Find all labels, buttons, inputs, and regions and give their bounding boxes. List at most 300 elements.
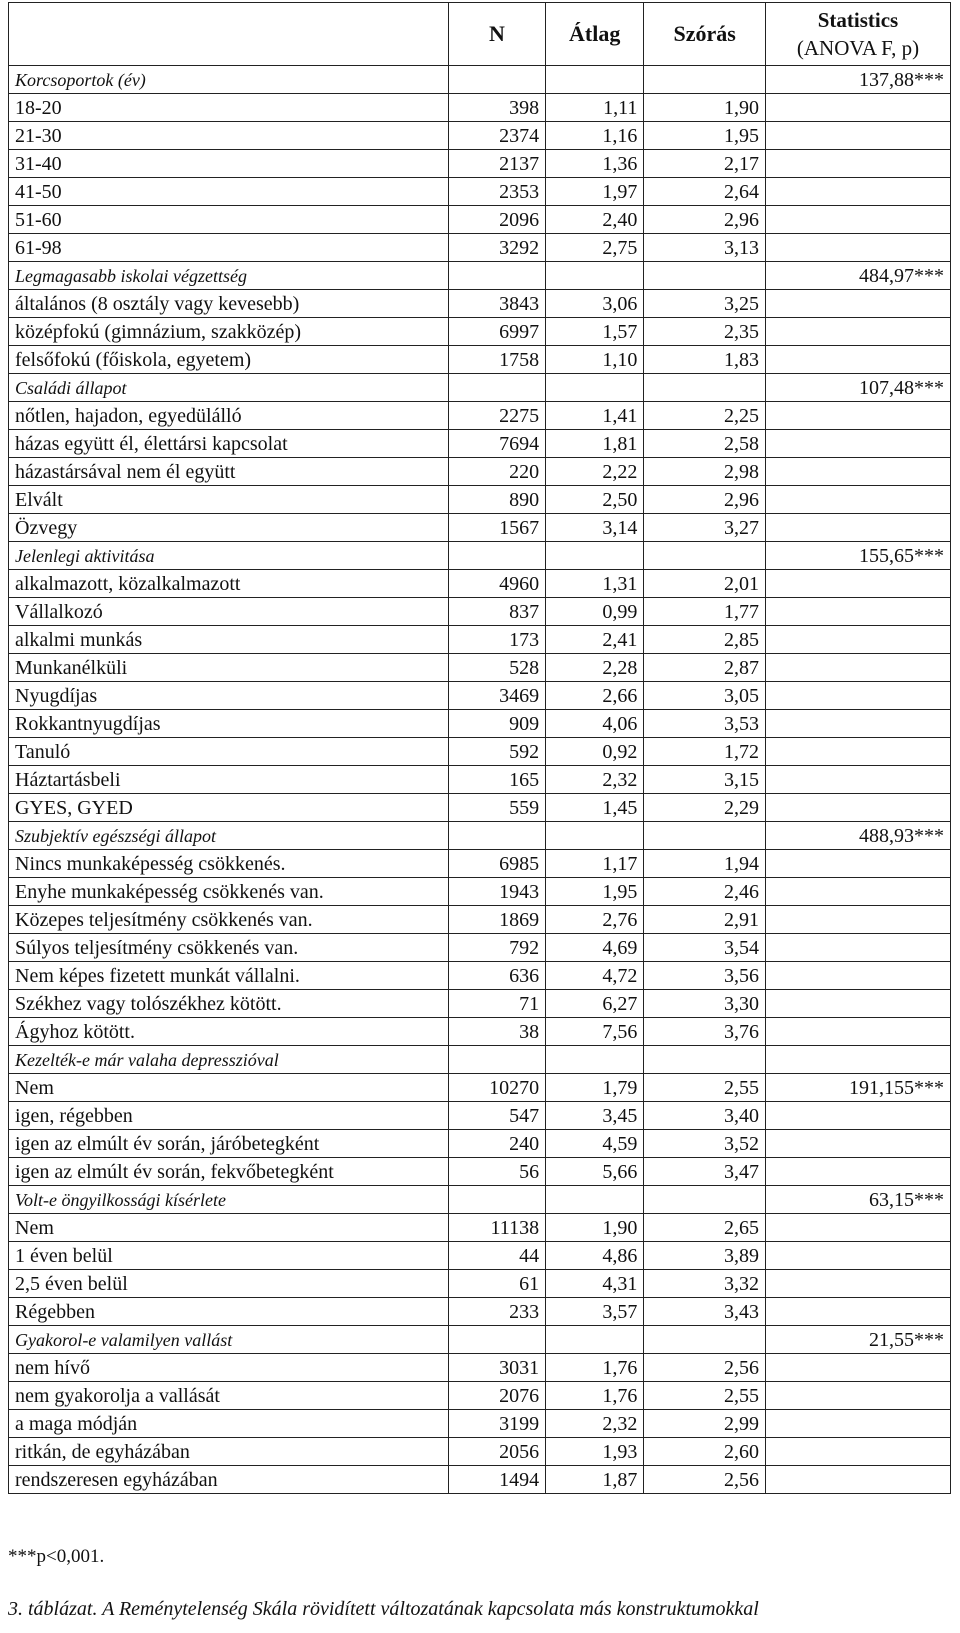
n-cell: 636 bbox=[448, 962, 545, 990]
sd-cell: 3,30 bbox=[644, 990, 766, 1018]
n-cell: 2056 bbox=[448, 1438, 545, 1466]
row-label: 2,5 éven belül bbox=[9, 1270, 449, 1298]
statistic-cell: 137,88*** bbox=[765, 66, 950, 94]
mean-cell: 1,87 bbox=[546, 1466, 644, 1494]
row-label: alkalmazott, közalkalmazott bbox=[9, 570, 449, 598]
n-cell bbox=[448, 542, 545, 570]
n-cell: 3843 bbox=[448, 290, 545, 318]
row-label: Közepes teljesítmény csökkenés van. bbox=[9, 906, 449, 934]
n-cell: 2275 bbox=[448, 402, 545, 430]
sd-cell: 1,72 bbox=[644, 738, 766, 766]
row-label: 1 éven belül bbox=[9, 1242, 449, 1270]
row-label: Nem bbox=[9, 1214, 449, 1242]
statistic-cell bbox=[765, 402, 950, 430]
table-row bbox=[9, 150, 951, 178]
sd-cell: 2,85 bbox=[644, 626, 766, 654]
table-row bbox=[9, 794, 951, 822]
statistic-cell bbox=[765, 1270, 950, 1298]
group-header-row bbox=[9, 262, 951, 290]
mean-cell bbox=[546, 66, 644, 94]
table-row bbox=[9, 318, 951, 346]
n-cell: 890 bbox=[448, 486, 545, 514]
header-statistics-title: Statistics bbox=[817, 8, 899, 32]
group-label: Gyakorol-e valamilyen vallást bbox=[9, 1326, 449, 1354]
group-header-row bbox=[9, 542, 951, 570]
sd-cell: 2,96 bbox=[644, 206, 766, 234]
table-row bbox=[9, 990, 951, 1018]
table-row bbox=[9, 1298, 951, 1326]
n-cell: 2374 bbox=[448, 122, 545, 150]
header-mean: Átlag bbox=[546, 3, 644, 66]
table-row bbox=[9, 1242, 951, 1270]
table-row bbox=[9, 766, 951, 794]
sd-cell: 2,29 bbox=[644, 794, 766, 822]
table-row bbox=[9, 738, 951, 766]
row-label: GYES, GYED bbox=[9, 794, 449, 822]
statistic-cell bbox=[765, 906, 950, 934]
table-row bbox=[9, 598, 951, 626]
statistic-cell bbox=[765, 850, 950, 878]
mean-cell: 2,28 bbox=[546, 654, 644, 682]
mean-cell: 4,86 bbox=[546, 1242, 644, 1270]
mean-cell: 1,11 bbox=[546, 94, 644, 122]
n-cell: 6985 bbox=[448, 850, 545, 878]
n-cell: 71 bbox=[448, 990, 545, 1018]
statistic-cell: 155,65*** bbox=[765, 542, 950, 570]
sd-cell: 2,96 bbox=[644, 486, 766, 514]
row-label: középfokú (gimnázium, szakközép) bbox=[9, 318, 449, 346]
row-label: Háztartásbeli bbox=[9, 766, 449, 794]
n-cell: 233 bbox=[448, 1298, 545, 1326]
group-label: Szubjektív egészségi állapot bbox=[9, 822, 449, 850]
table-row bbox=[9, 626, 951, 654]
n-cell: 44 bbox=[448, 1242, 545, 1270]
n-cell: 792 bbox=[448, 934, 545, 962]
statistic-cell bbox=[765, 486, 950, 514]
row-label: ritkán, de egyházában bbox=[9, 1438, 449, 1466]
n-cell: 3292 bbox=[448, 234, 545, 262]
row-label: felsőfokú (főiskola, egyetem) bbox=[9, 346, 449, 374]
sd-cell: 2,35 bbox=[644, 318, 766, 346]
sd-cell: 2,25 bbox=[644, 402, 766, 430]
n-cell: 61 bbox=[448, 1270, 545, 1298]
mean-cell: 1,90 bbox=[546, 1214, 644, 1242]
n-cell: 528 bbox=[448, 654, 545, 682]
mean-cell: 1,41 bbox=[546, 402, 644, 430]
group-label: Korcsoportok (év) bbox=[9, 66, 449, 94]
table-row bbox=[9, 486, 951, 514]
mean-cell: 2,76 bbox=[546, 906, 644, 934]
n-cell: 1494 bbox=[448, 1466, 545, 1494]
table-row bbox=[9, 1074, 951, 1102]
n-cell bbox=[448, 66, 545, 94]
n-cell: 3199 bbox=[448, 1410, 545, 1438]
n-cell bbox=[448, 1326, 545, 1354]
sd-cell: 2,01 bbox=[644, 570, 766, 598]
sd-cell: 1,94 bbox=[644, 850, 766, 878]
n-cell: 165 bbox=[448, 766, 545, 794]
mean-cell: 2,41 bbox=[546, 626, 644, 654]
statistic-cell: 191,155*** bbox=[765, 1074, 950, 1102]
statistic-cell bbox=[765, 206, 950, 234]
table-row bbox=[9, 906, 951, 934]
table-row bbox=[9, 1270, 951, 1298]
sd-cell: 3,56 bbox=[644, 962, 766, 990]
sd-cell bbox=[644, 542, 766, 570]
n-cell: 38 bbox=[448, 1018, 545, 1046]
table-row bbox=[9, 654, 951, 682]
row-label: 51-60 bbox=[9, 206, 449, 234]
statistic-cell bbox=[765, 766, 950, 794]
mean-cell bbox=[546, 1046, 644, 1074]
n-cell bbox=[448, 1046, 545, 1074]
statistic-cell bbox=[765, 346, 950, 374]
statistic-cell: 107,48*** bbox=[765, 374, 950, 402]
n-cell bbox=[448, 374, 545, 402]
row-label: Özvegy bbox=[9, 514, 449, 542]
row-label: nem gyakorolja a vallását bbox=[9, 1382, 449, 1410]
table-body bbox=[9, 66, 951, 1494]
sd-cell: 2,56 bbox=[644, 1354, 766, 1382]
row-label: nőtlen, hajadon, egyedülálló bbox=[9, 402, 449, 430]
statistic-cell bbox=[765, 1438, 950, 1466]
sd-cell: 2,91 bbox=[644, 906, 766, 934]
mean-cell bbox=[546, 1186, 644, 1214]
sd-cell: 2,87 bbox=[644, 654, 766, 682]
table-header-row bbox=[9, 3, 951, 66]
mean-cell: 1,95 bbox=[546, 878, 644, 906]
group-header-row bbox=[9, 822, 951, 850]
statistic-cell bbox=[765, 962, 950, 990]
sd-cell: 2,17 bbox=[644, 150, 766, 178]
mean-cell: 1,76 bbox=[546, 1354, 644, 1382]
sd-cell: 2,56 bbox=[644, 1466, 766, 1494]
mean-cell: 3,14 bbox=[546, 514, 644, 542]
table-row bbox=[9, 94, 951, 122]
n-cell: 10270 bbox=[448, 1074, 545, 1102]
n-cell: 3031 bbox=[448, 1354, 545, 1382]
sd-cell: 2,46 bbox=[644, 878, 766, 906]
sd-cell: 2,55 bbox=[644, 1074, 766, 1102]
sd-cell: 2,98 bbox=[644, 458, 766, 486]
mean-cell bbox=[546, 374, 644, 402]
sd-cell bbox=[644, 822, 766, 850]
sd-cell: 2,55 bbox=[644, 1382, 766, 1410]
row-label: nem hívő bbox=[9, 1354, 449, 1382]
n-cell: 1943 bbox=[448, 878, 545, 906]
table-row bbox=[9, 1018, 951, 1046]
mean-cell: 2,66 bbox=[546, 682, 644, 710]
table-row bbox=[9, 402, 951, 430]
n-cell bbox=[448, 1186, 545, 1214]
n-cell: 7694 bbox=[448, 430, 545, 458]
mean-cell: 1,81 bbox=[546, 430, 644, 458]
statistic-cell bbox=[765, 1158, 950, 1186]
n-cell: 3469 bbox=[448, 682, 545, 710]
n-cell bbox=[448, 822, 545, 850]
n-cell: 11138 bbox=[448, 1214, 545, 1242]
mean-cell: 3,45 bbox=[546, 1102, 644, 1130]
mean-cell: 1,45 bbox=[546, 794, 644, 822]
sd-cell: 3,32 bbox=[644, 1270, 766, 1298]
row-label: Nem képes fizetett munkát vállalni. bbox=[9, 962, 449, 990]
mean-cell: 2,75 bbox=[546, 234, 644, 262]
n-cell: 547 bbox=[448, 1102, 545, 1130]
group-header-row bbox=[9, 66, 951, 94]
n-cell: 837 bbox=[448, 598, 545, 626]
n-cell: 1869 bbox=[448, 906, 545, 934]
mean-cell: 4,06 bbox=[546, 710, 644, 738]
mean-cell: 4,69 bbox=[546, 934, 644, 962]
row-label: Régebben bbox=[9, 1298, 449, 1326]
row-label: Enyhe munkaképesség csökkenés van. bbox=[9, 878, 449, 906]
sd-cell: 3,13 bbox=[644, 234, 766, 262]
mean-cell bbox=[546, 542, 644, 570]
table-caption: 3. táblázat. A Reménytelenség Skála rövidített változatának kapcsolata más konstruktumokkal bbox=[8, 1598, 759, 1620]
table-row bbox=[9, 290, 951, 318]
row-label: alkalmi munkás bbox=[9, 626, 449, 654]
statistic-cell: 21,55*** bbox=[765, 1326, 950, 1354]
sd-cell: 2,99 bbox=[644, 1410, 766, 1438]
row-label: 61-98 bbox=[9, 234, 449, 262]
mean-cell: 3,57 bbox=[546, 1298, 644, 1326]
row-label: rendszeresen egyházában bbox=[9, 1466, 449, 1494]
row-label: Nyugdíjas bbox=[9, 682, 449, 710]
table-row bbox=[9, 570, 951, 598]
statistics-table bbox=[8, 2, 951, 1494]
statistic-cell bbox=[765, 1354, 950, 1382]
mean-cell: 1,16 bbox=[546, 122, 644, 150]
mean-cell: 1,31 bbox=[546, 570, 644, 598]
n-cell: 1758 bbox=[448, 346, 545, 374]
n-cell: 909 bbox=[448, 710, 545, 738]
table-row bbox=[9, 346, 951, 374]
table-row bbox=[9, 1214, 951, 1242]
table-row bbox=[9, 178, 951, 206]
group-label: Kezelték-e már valaha depresszióval bbox=[9, 1046, 449, 1074]
statistic-cell bbox=[765, 1214, 950, 1242]
n-cell: 2076 bbox=[448, 1382, 545, 1410]
statistic-cell bbox=[765, 318, 950, 346]
sd-cell bbox=[644, 262, 766, 290]
mean-cell: 2,50 bbox=[546, 486, 644, 514]
sd-cell: 3,53 bbox=[644, 710, 766, 738]
row-label: Nem bbox=[9, 1074, 449, 1102]
statistic-cell bbox=[765, 990, 950, 1018]
group-header-row bbox=[9, 1046, 951, 1074]
table-row bbox=[9, 514, 951, 542]
row-label: házastársával nem él együtt bbox=[9, 458, 449, 486]
row-label: házas együtt él, élettársi kapcsolat bbox=[9, 430, 449, 458]
sd-cell: 3,40 bbox=[644, 1102, 766, 1130]
mean-cell: 3,06 bbox=[546, 290, 644, 318]
header-statistics-subtitle: (ANOVA F, p) bbox=[796, 36, 920, 60]
statistic-cell bbox=[765, 682, 950, 710]
sd-cell: 3,76 bbox=[644, 1018, 766, 1046]
statistic-cell bbox=[765, 122, 950, 150]
row-label: a maga módján bbox=[9, 1410, 449, 1438]
mean-cell: 1,36 bbox=[546, 150, 644, 178]
sd-cell: 1,83 bbox=[644, 346, 766, 374]
row-label: 18-20 bbox=[9, 94, 449, 122]
mean-cell: 0,92 bbox=[546, 738, 644, 766]
mean-cell bbox=[546, 822, 644, 850]
mean-cell bbox=[546, 262, 644, 290]
statistic-cell bbox=[765, 178, 950, 206]
sd-cell: 3,47 bbox=[644, 1158, 766, 1186]
sd-cell: 1,77 bbox=[644, 598, 766, 626]
sd-cell: 3,05 bbox=[644, 682, 766, 710]
group-label: Legmagasabb iskolai végzettség bbox=[9, 262, 449, 290]
group-header-row bbox=[9, 1326, 951, 1354]
sd-cell: 2,64 bbox=[644, 178, 766, 206]
group-header-row bbox=[9, 374, 951, 402]
sd-cell: 3,54 bbox=[644, 934, 766, 962]
statistic-cell bbox=[765, 654, 950, 682]
mean-cell: 7,56 bbox=[546, 1018, 644, 1046]
table-row bbox=[9, 1382, 951, 1410]
sd-cell: 2,58 bbox=[644, 430, 766, 458]
n-cell: 592 bbox=[448, 738, 545, 766]
statistic-cell: 484,97*** bbox=[765, 262, 950, 290]
mean-cell bbox=[546, 1326, 644, 1354]
table-row bbox=[9, 1158, 951, 1186]
n-cell bbox=[448, 262, 545, 290]
n-cell: 56 bbox=[448, 1158, 545, 1186]
mean-cell: 2,32 bbox=[546, 766, 644, 794]
row-label: Vállalkozó bbox=[9, 598, 449, 626]
table-row bbox=[9, 710, 951, 738]
table-row bbox=[9, 122, 951, 150]
statistic-cell bbox=[765, 430, 950, 458]
n-cell: 2096 bbox=[448, 206, 545, 234]
table-row bbox=[9, 850, 951, 878]
statistic-cell bbox=[765, 1046, 950, 1074]
header-sd: Szórás bbox=[644, 3, 766, 66]
statistic-cell bbox=[765, 1130, 950, 1158]
n-cell: 240 bbox=[448, 1130, 545, 1158]
mean-cell: 1,76 bbox=[546, 1382, 644, 1410]
row-label: Rokkantnyugdíjas bbox=[9, 710, 449, 738]
sd-cell bbox=[644, 1326, 766, 1354]
n-cell: 2353 bbox=[448, 178, 545, 206]
statistic-cell bbox=[765, 570, 950, 598]
statistic-cell bbox=[765, 598, 950, 626]
statistic-cell bbox=[765, 1410, 950, 1438]
mean-cell: 4,59 bbox=[546, 1130, 644, 1158]
mean-cell: 1,17 bbox=[546, 850, 644, 878]
row-label: Nincs munkaképesség csökkenés. bbox=[9, 850, 449, 878]
header-n: N bbox=[448, 3, 545, 66]
statistic-cell bbox=[765, 514, 950, 542]
row-label: 31-40 bbox=[9, 150, 449, 178]
row-label: 41-50 bbox=[9, 178, 449, 206]
row-label: Székhez vagy tolószékhez kötött. bbox=[9, 990, 449, 1018]
mean-cell: 0,99 bbox=[546, 598, 644, 626]
statistic-cell bbox=[765, 738, 950, 766]
sd-cell: 2,65 bbox=[644, 1214, 766, 1242]
row-label: Tanuló bbox=[9, 738, 449, 766]
table-row bbox=[9, 1130, 951, 1158]
sd-cell bbox=[644, 374, 766, 402]
row-label: Elvált bbox=[9, 486, 449, 514]
statistic-cell bbox=[765, 794, 950, 822]
mean-cell: 2,40 bbox=[546, 206, 644, 234]
statistic-cell bbox=[765, 1102, 950, 1130]
statistic-cell bbox=[765, 290, 950, 318]
statistic-cell bbox=[765, 626, 950, 654]
table-row bbox=[9, 234, 951, 262]
mean-cell: 1,93 bbox=[546, 1438, 644, 1466]
n-cell: 1567 bbox=[448, 514, 545, 542]
n-cell: 559 bbox=[448, 794, 545, 822]
statistic-cell bbox=[765, 1466, 950, 1494]
row-label: igen az elmúlt év során, fekvőbetegként bbox=[9, 1158, 449, 1186]
sd-cell bbox=[644, 1046, 766, 1074]
row-label: általános (8 osztály vagy kevesebb) bbox=[9, 290, 449, 318]
statistic-cell bbox=[765, 234, 950, 262]
row-label: igen, régebben bbox=[9, 1102, 449, 1130]
sd-cell: 2,60 bbox=[644, 1438, 766, 1466]
sd-cell: 1,90 bbox=[644, 94, 766, 122]
mean-cell: 5,66 bbox=[546, 1158, 644, 1186]
mean-cell: 4,72 bbox=[546, 962, 644, 990]
table-row bbox=[9, 458, 951, 486]
table-row bbox=[9, 1102, 951, 1130]
row-label: Munkanélküli bbox=[9, 654, 449, 682]
row-label: igen az elmúlt év során, járóbetegként bbox=[9, 1130, 449, 1158]
table-row bbox=[9, 1466, 951, 1494]
mean-cell: 2,22 bbox=[546, 458, 644, 486]
sd-cell: 3,89 bbox=[644, 1242, 766, 1270]
group-label: Családi állapot bbox=[9, 374, 449, 402]
n-cell: 2137 bbox=[448, 150, 545, 178]
statistic-cell bbox=[765, 710, 950, 738]
statistic-cell bbox=[765, 878, 950, 906]
table-footnote: ***p<0,001. bbox=[8, 1546, 105, 1567]
sd-cell: 3,25 bbox=[644, 290, 766, 318]
header-statistics bbox=[765, 3, 950, 66]
group-header-row bbox=[9, 1186, 951, 1214]
sd-cell: 3,15 bbox=[644, 766, 766, 794]
mean-cell: 1,97 bbox=[546, 178, 644, 206]
statistic-cell bbox=[765, 94, 950, 122]
statistic-cell bbox=[765, 1018, 950, 1046]
table-row bbox=[9, 206, 951, 234]
header-label bbox=[9, 3, 449, 66]
n-cell: 4960 bbox=[448, 570, 545, 598]
sd-cell bbox=[644, 1186, 766, 1214]
statistic-cell bbox=[765, 1382, 950, 1410]
n-cell: 6997 bbox=[448, 318, 545, 346]
table-row bbox=[9, 682, 951, 710]
table-row bbox=[9, 1410, 951, 1438]
table-row bbox=[9, 934, 951, 962]
mean-cell: 4,31 bbox=[546, 1270, 644, 1298]
mean-cell: 1,10 bbox=[546, 346, 644, 374]
row-label: Ágyhoz kötött. bbox=[9, 1018, 449, 1046]
sd-cell: 3,52 bbox=[644, 1130, 766, 1158]
table-row bbox=[9, 878, 951, 906]
group-label: Volt-e öngyilkossági kísérlete bbox=[9, 1186, 449, 1214]
statistic-cell bbox=[765, 1298, 950, 1326]
row-label: 21-30 bbox=[9, 122, 449, 150]
statistic-cell bbox=[765, 458, 950, 486]
mean-cell: 6,27 bbox=[546, 990, 644, 1018]
n-cell: 173 bbox=[448, 626, 545, 654]
statistic-cell bbox=[765, 150, 950, 178]
table-row bbox=[9, 962, 951, 990]
